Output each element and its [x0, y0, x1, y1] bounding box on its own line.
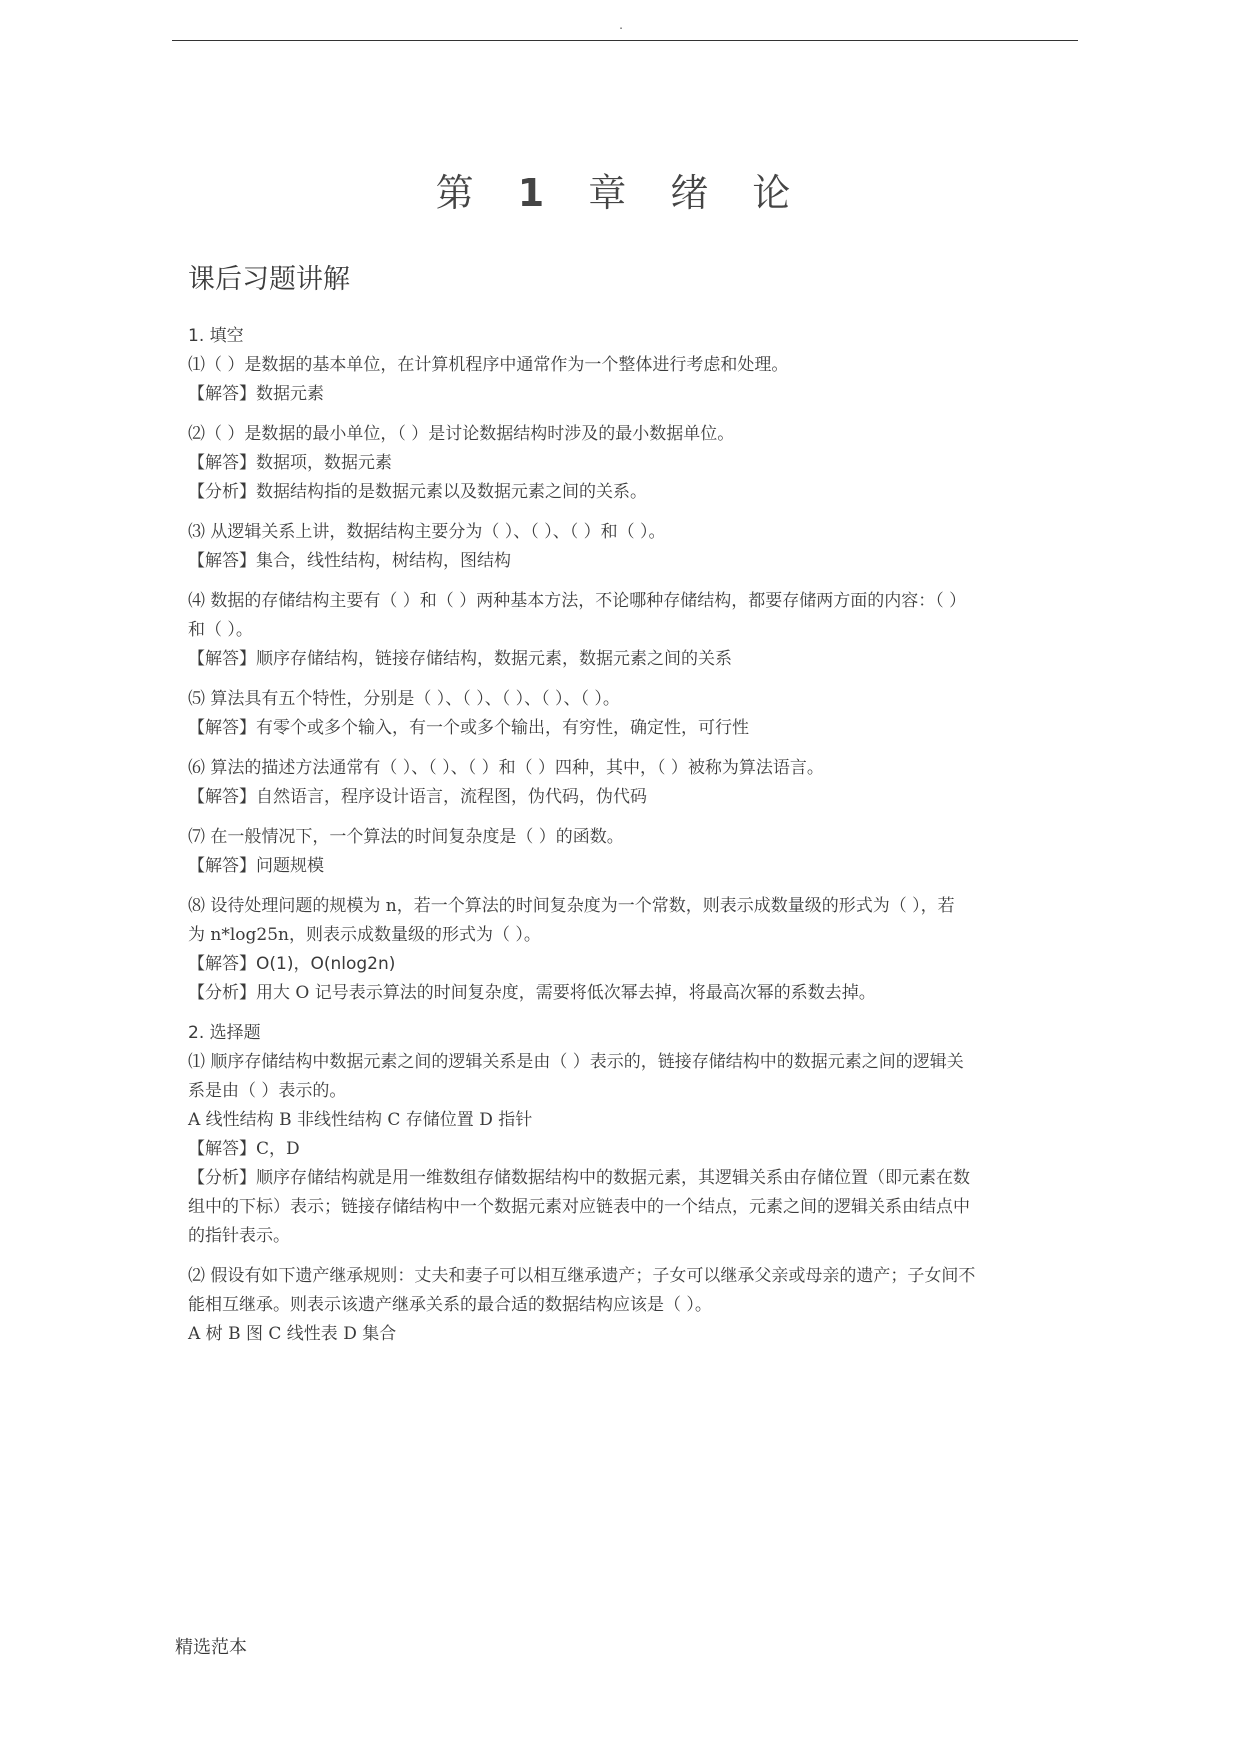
header-rule: [172, 40, 1078, 41]
header-mark: .: [619, 18, 623, 32]
chapter-title: [0, 168, 1242, 218]
chapter-title-prefix: 第: [435, 171, 490, 215]
question-text-line1: ⑻ 设待处理问题的规模为 n，若一个算法的时间复杂度为一个常数，则表示成数量级的形式为（ ），若: [188, 896, 955, 916]
answer-value: O(1)，O(nlog2n): [256, 954, 396, 974]
question-text-line2: 和（ ）。: [188, 620, 253, 640]
chapter-number: 1: [517, 171, 561, 215]
answer-text: 【解答】数据项，数据元素: [188, 453, 392, 473]
answer-text: 【解答】自然语言，程序设计语言，流程图，伪代码，伪代码: [188, 787, 647, 807]
fill-question-6: [188, 754, 1058, 812]
answer-text: 【解答】C，D: [188, 1139, 300, 1159]
part1-heading-text: 填空: [209, 326, 244, 346]
question-text: ⑴（ ）是数据的基本单位，在计算机程序中通常作为一个整体进行考虑和处理。: [188, 355, 789, 375]
chapter-title-suffix: 章 绪 论: [588, 171, 807, 215]
page-footer: 精选范本: [175, 1637, 247, 1658]
answer-text: [188, 950, 1058, 979]
part1-heading: [188, 322, 1058, 351]
question-text: ⑵（ ）是数据的最小单位，（ ）是讨论数据结构时涉及的最小数据单位。: [188, 424, 735, 444]
fill-question-4: [188, 587, 1058, 674]
part2-heading-num: 2.: [188, 1023, 205, 1043]
answer-text: 【解答】问题规模: [188, 856, 324, 876]
analysis-text: 【分析】用大 O 记号表示算法的时间复杂度，需要将低次幂去掉，将最高次幂的系数去掉。: [188, 983, 876, 1003]
part1-heading-num: 1.: [188, 326, 205, 346]
fill-question-2: [188, 420, 1058, 507]
question-text-line2: 为 n*log25n，则表示成数量级的形式为（ ）。: [188, 925, 541, 945]
choice-question-1: [188, 1048, 1058, 1251]
fill-question-7: [188, 823, 1058, 881]
options-text: A 线性结构 B 非线性结构 C 存储位置 D 指针: [188, 1110, 533, 1130]
options-text: A 树 B 图 C 线性表 D 集合: [188, 1324, 397, 1344]
choice-question-2: [188, 1262, 1058, 1349]
part2-heading: [188, 1019, 1058, 1048]
exercise-content: [188, 322, 1058, 1360]
question-text-line1: ⑷ 数据的存储结构主要有（ ）和（ ）两种基本方法，不论哪种存储结构，都要存储两方面的内容：（ ）: [188, 591, 967, 611]
question-text-line2: 系是由（ ）表示的。: [188, 1081, 347, 1101]
question-text: ⑶ 从逻辑关系上讲，数据结构主要分为（ ）、（ ）、（ ）和（ ）。: [188, 522, 666, 542]
answer-text: 【解答】集合，线性结构，树结构，图结构: [188, 551, 511, 571]
answer-text: 【解答】数据元素: [188, 384, 324, 404]
question-text-line2: 能相互继承。则表示该遗产继承关系的最合适的数据结构应该是（ ）。: [188, 1295, 712, 1315]
question-text-line1: ⑴ 顺序存储结构中数据元素之间的逻辑关系是由（ ）表示的，链接存储结构中的数据元素之间的逻辑关: [188, 1052, 964, 1072]
fill-question-1: [188, 351, 1058, 409]
fill-question-5: [188, 685, 1058, 743]
part2-heading-text: 选择题: [209, 1023, 261, 1043]
analysis-text-line3: 的指针表示。: [188, 1226, 290, 1246]
analysis-text-line2: 组中的下标）表示；链接存储结构中一个数据元素对应链表中的一个结点，元素之间的逻辑关系由结点中: [188, 1197, 970, 1217]
answer-text: 【解答】有零个或多个输入，有一个或多个输出，有穷性，确定性，可行性: [188, 718, 749, 738]
answer-label: 【解答】: [188, 954, 256, 974]
analysis-text-line1: 【分析】顺序存储结构就是用一维数组存储数据结构中的数据元素，其逻辑关系由存储位置（即元素在数: [188, 1168, 970, 1188]
answer-text: 【解答】顺序存储结构，链接存储结构，数据元素，数据元素之间的关系: [188, 649, 732, 669]
question-text: ⑺ 在一般情况下，一个算法的时间复杂度是（ ）的函数。: [188, 827, 624, 847]
section-heading: 课后习题讲解: [188, 264, 350, 295]
question-text-line1: ⑵ 假设有如下遗产继承规则：丈夫和妻子可以相互继承遗产；子女可以继承父亲或母亲的遗产；子女间不: [188, 1266, 976, 1286]
analysis-text: 【分析】数据结构指的是数据元素以及数据元素之间的关系。: [188, 482, 647, 502]
question-text: ⑸ 算法具有五个特性，分别是（ ）、（ ）、（ ）、（ ）、（ ）。: [188, 689, 620, 709]
fill-question-8: [188, 892, 1058, 1008]
question-text: ⑹ 算法的描述方法通常有（ ）、（ ）、（ ）和（ ）四种，其中，（ ）被称为算法语言。: [188, 758, 824, 778]
fill-question-3: [188, 518, 1058, 576]
